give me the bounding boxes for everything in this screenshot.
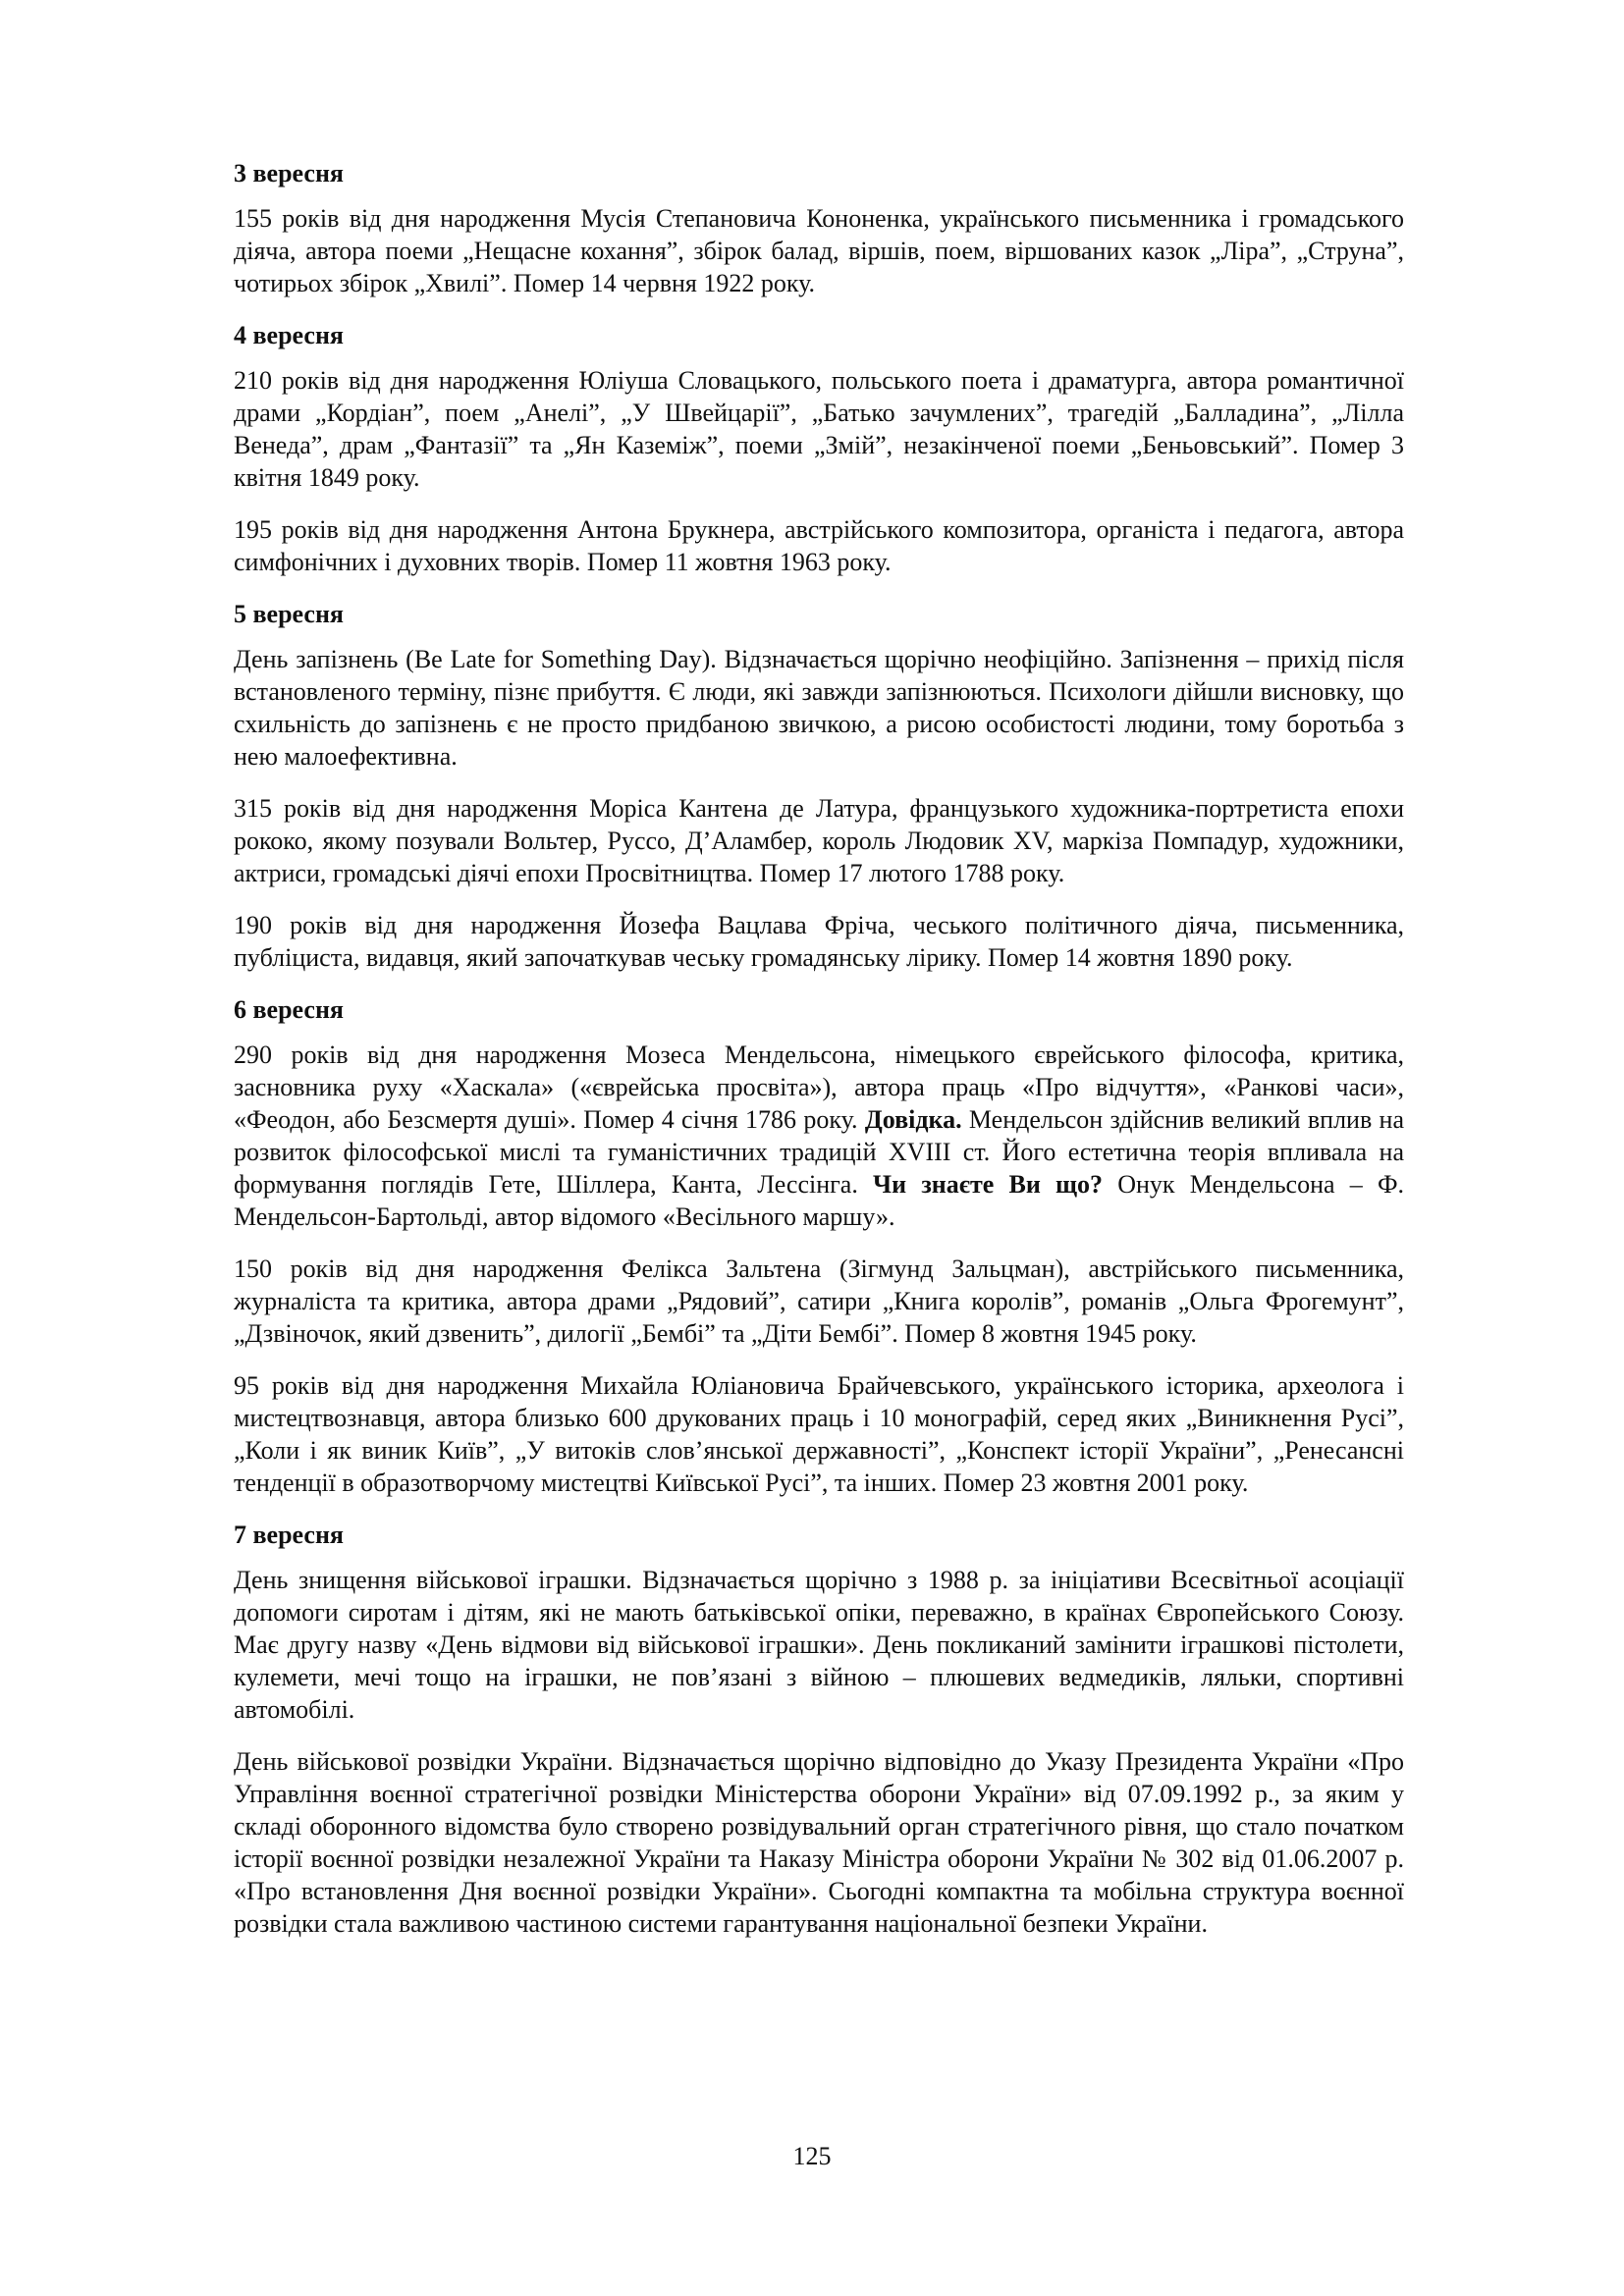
- entry-text: Онук Мендельсона – Ф. Мендельсон-Бартольді, автор відомого «Весільного маршу».: [234, 1170, 1404, 1231]
- section-7-september: [234, 1519, 1404, 1940]
- section-3-september: [234, 157, 1404, 299]
- entry-text: 290 років від дня народження Мозеса Мендельсона, німецького єврейського філософа, критика, засновника руху «Хаскала» («єврейська просвіта»), автора праць «Про відчуття», «Ранкові часи», «Феодон, або Безсмертя душі». Помер 4 січня 1786 року.: [234, 1041, 1404, 1134]
- entry-bruckner: 195 років від дня народження Антона Брукнера, австрійського композитора, органіста і педагога, автора симфонічних і духовних творів. Помер 11 жовтня 1963 року.: [234, 515, 1404, 576]
- entry-kononenko: 155 років від дня народження Мусія Степановича Кононенка, українського письменника і громадського діяча, автора поеми „Нещасне кохання”, збірок балад, віршів, поем, віршованих казок „Ліра”, „Струна”, чотирьох збірок „Хвилі”. Помер 14 червня 1922 року.: [234, 204, 1404, 297]
- entry-text: Мендельсон здійснив великий вплив на розвиток філософської мислі та гуманістичних традицій XVIII ст. Його естетична теорія впливала на формування поглядів Гете, Шіллера, Канта, Лессінга.: [234, 1105, 1405, 1199]
- entry-military-intelligence-day: День військової розвідки України. Відзначається щорічно відповідно до Указу Президента України «Про Управління воєнної стратегічної розвідки Міністерства оборони України» від 07.09.1992 р., за яким у складі оборонного відомства було створено розвідувальний орган стратегічного рівня, що стало початком історії воєнної розвідки незалежної України та Наказу Міністра оборони України № 302 від 01.06.2007 р. «Про встановлення Дня воєнної розвідки України». Сьогодні компактна та мобільна структура воєнної розвідки стала важливою частиною системи гарантування національної безпеки України.: [234, 1747, 1404, 1938]
- reference-label: Довідка.: [864, 1105, 962, 1134]
- entry-military-toy-day: День знищення військової іграшки. Відзначається щорічно з 1988 р. за ініціативи Всесвітньої асоціації допомоги сиротам і дітям, які не мають батьківської опіки, переважно, в країнах Європейського Союзу. Має другу назву «День відмови від військової іграшки». День покликаний замінити іграшкові пістолети, кулемети, мечі тощо на іграшки, не пов’язані з війною – плюшевих ведмедиків, ляльки, спортивні автомобілі.: [234, 1566, 1404, 1724]
- entry-mendelssohn: [234, 1039, 1404, 1233]
- section-5-september: [234, 598, 1404, 974]
- section-6-september: [234, 993, 1404, 1499]
- section-4-september: [234, 319, 1404, 578]
- entry-fric: 190 років від дня народження Йозефа Вацлава Фріча, чеського політичного діяча, письменника, публіциста, видавця, який започаткував чеську громадянську лірику. Помер 14 жовтня 1890 року.: [234, 911, 1404, 972]
- date-heading: 5 вересня: [234, 600, 344, 628]
- date-heading: 7 вересня: [234, 1521, 344, 1549]
- date-heading: 6 вересня: [234, 995, 344, 1024]
- entry-slowacki: 210 років від дня народження Юліуша Словацького, польського поета і драматурга, автора романтичної драми „Кордіан”, поем „Анелі”, „У Швейцарії”, „Батько зачумлених”, трагедій „Балладина”, „Лілла Венеда”, драм „Фантазії” та „Ян Каземіж”, поеми „Змій”, незакінченої поеми „Беньовський”. Помер 3 квітня 1849 року.: [234, 366, 1404, 492]
- date-heading: 3 вересня: [234, 159, 344, 187]
- page-number: 125: [792, 2142, 832, 2170]
- entry-salten: 150 років від дня народження Фелікса Зальтена (Зігмунд Зальцман), австрійського письменника, журналіста та критика, автора драми „Рядовий”, сатири „Книга королів”, романів „Ольга Фрогемунт”, „Дзвіночок, який дзвенить”, дилогії „Бембі” та „Діти Бембі”. Помер 8 жовтня 1945 року.: [234, 1255, 1404, 1348]
- date-heading: 4 вересня: [234, 321, 344, 349]
- did-you-know-label: Чи знаєте Ви що?: [873, 1170, 1103, 1199]
- entry-braichevsky: 95 років від дня народження Михайла Юліановича Брайчевського, українського історика, археолога і мистецтвознавця, автора близько 600 друкованих праць і 10 монографій, серед яких „Виникнення Русі”, „Коли і як виник Київ”, „У витоків слов’янської державності”, „Конспект історії України”, „Ренесансні тенденції в образотворчому мистецтві Київської Русі”, та інших. Помер 23 жовтня 2001 року.: [234, 1371, 1404, 1497]
- entry-be-late-day: День запізнень (Be Late for Something Day). Відзначається щорічно неофіційно. Запізнення – прихід після встановленого терміну, пізнє прибуття. Є люди, які завжди запізнюються. Психологи дійшли висновку, що схильність до запізнень є не просто придбаною звичкою, а рисою особистості людини, тому боротьба з нею малоефективна.: [234, 645, 1404, 771]
- entry-latour: 315 років від дня народження Моріса Кантена де Латура, французького художника-портретиста епохи рококо, якому позували Вольтер, Руссо, Д’Аламбер, король Людовик XV, маркіза Помпадур, художники, актриси, громадські діячі епохи Просвітництва. Помер 17 лютого 1788 року.: [234, 794, 1404, 887]
